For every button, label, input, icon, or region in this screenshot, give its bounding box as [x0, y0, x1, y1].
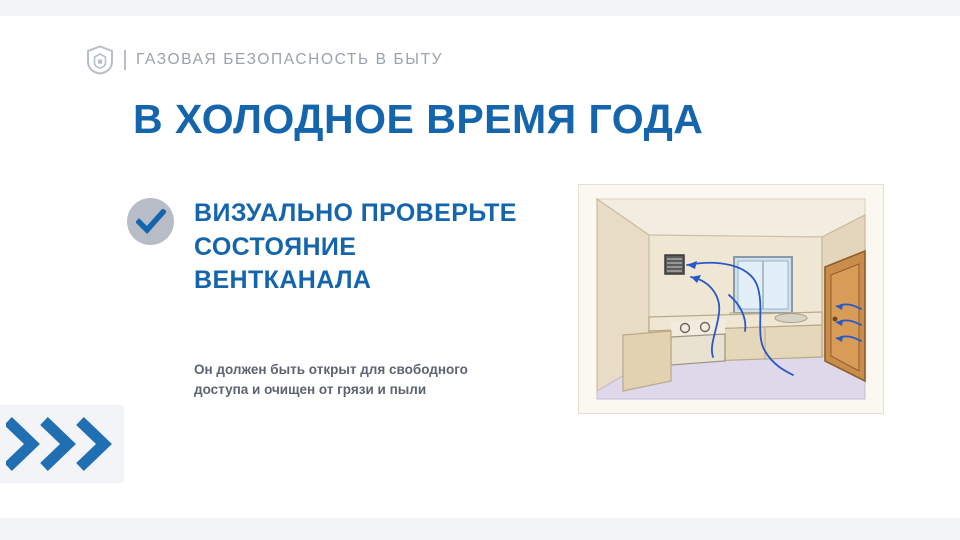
chevrons-right-icon — [0, 405, 124, 483]
kitchen-ventilation-diagram — [578, 184, 884, 414]
bullet-headline: ВИЗУАЛЬНО ПРОВЕРЬТЕ СОСТОЯНИЕ ВЕНТКАНАЛА — [194, 199, 517, 294]
breadcrumb — [86, 45, 443, 75]
eyebrow-label: ГАЗОВАЯ БЕЗОПАСНОСТЬ В БЫТУ — [136, 51, 444, 68]
page-title: В ХОЛОДНОЕ ВРЕМЯ ГОДА — [133, 96, 704, 142]
bottom-band — [0, 518, 960, 540]
shield-icon — [86, 45, 114, 75]
check-icon — [136, 209, 166, 235]
top-band — [0, 0, 960, 16]
check-badge — [127, 198, 174, 245]
divider — [124, 50, 126, 70]
bullet-subtext: Он должен быть открыт для свободного доступа и очищен от грязи и пыли — [194, 362, 468, 398]
